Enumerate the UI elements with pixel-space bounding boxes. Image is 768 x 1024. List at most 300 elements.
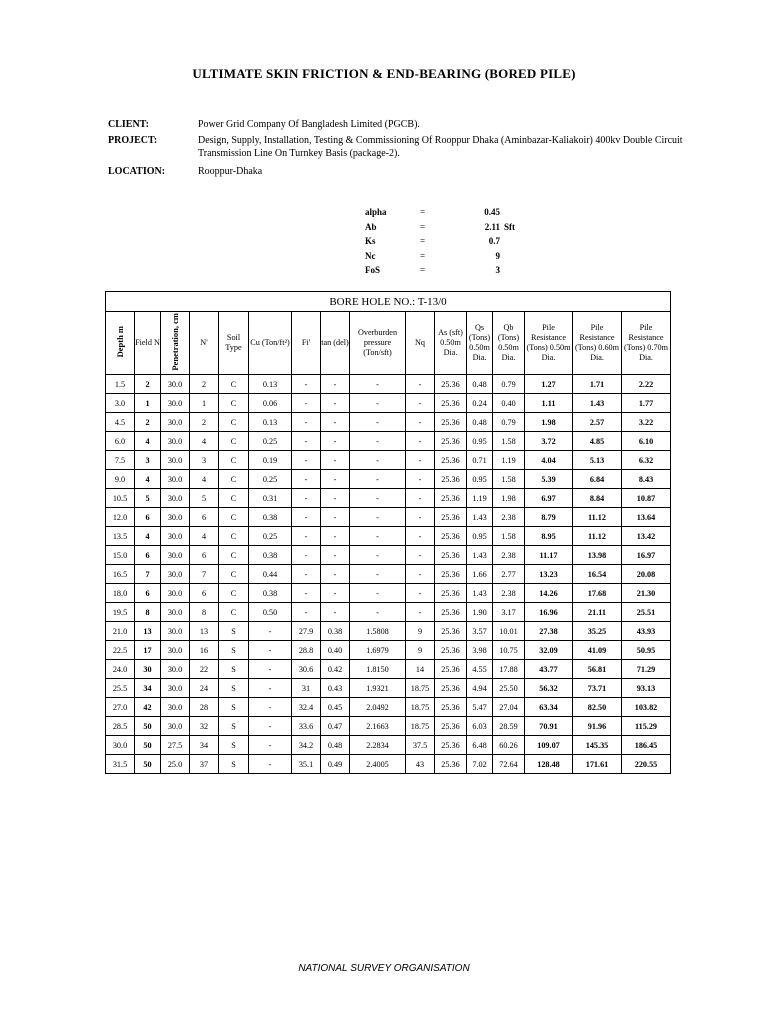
table-cell: - <box>249 660 292 679</box>
table-cell: C <box>219 470 249 489</box>
header-cu: Cu (Ton/ft²) <box>249 312 292 375</box>
header-depth: Depth m <box>106 312 135 375</box>
param-unit: Sft <box>504 221 515 232</box>
table-cell: 33.6 <box>292 717 321 736</box>
table-cell: - <box>406 394 435 413</box>
param-equals: = <box>420 250 426 261</box>
table-cell: 16.96 <box>525 603 573 622</box>
table-cell: - <box>406 508 435 527</box>
table-cell: 5.47 <box>467 698 493 717</box>
table-cell: 0.47 <box>321 717 350 736</box>
table-cell: 43.77 <box>525 660 573 679</box>
table-cell: 56.81 <box>573 660 622 679</box>
table-cell: 2.38 <box>493 546 525 565</box>
table-cell: 25.36 <box>435 413 467 432</box>
table-cell: 8 <box>190 603 219 622</box>
table-row <box>106 375 671 394</box>
table-cell: 7 <box>190 565 219 584</box>
table-cell: 1.58 <box>493 527 525 546</box>
table-row <box>106 394 671 413</box>
table-cell: C <box>219 546 249 565</box>
table-cell: 30.0 <box>161 527 190 546</box>
table-cell: 0.48 <box>321 736 350 755</box>
table-cell: 0.40 <box>493 394 525 413</box>
table-cell: 2.4005 <box>350 755 406 774</box>
table-cell: 3.22 <box>622 413 671 432</box>
table-cell: 6 <box>135 584 161 603</box>
table-cell: 2 <box>135 413 161 432</box>
table-cell: 3.17 <box>493 603 525 622</box>
table-cell: 56.32 <box>525 679 573 698</box>
param-ab <box>365 220 534 235</box>
table-row <box>106 717 671 736</box>
table-cell: C <box>219 603 249 622</box>
client-row <box>108 118 688 132</box>
param-name: FoS <box>365 265 381 276</box>
table-cell: 6 <box>190 546 219 565</box>
table-cell: 2.38 <box>493 508 525 527</box>
table-cell: 0.38 <box>249 508 292 527</box>
table-cell: 28.8 <box>292 641 321 660</box>
table-cell: 18.75 <box>406 717 435 736</box>
table-cell: - <box>321 489 350 508</box>
table-cell: 6.0 <box>106 432 135 451</box>
table-cell: 35.25 <box>573 622 622 641</box>
table-cell: 115.29 <box>622 717 671 736</box>
table-cell: 41.09 <box>573 641 622 660</box>
table-cell: 27.38 <box>525 622 573 641</box>
table-cell: S <box>219 698 249 717</box>
table-row <box>106 641 671 660</box>
table-row <box>106 736 671 755</box>
table-cell: 2 <box>135 375 161 394</box>
table-cell: - <box>292 394 321 413</box>
table-cell: 21.30 <box>622 584 671 603</box>
table-cell: 25.36 <box>435 679 467 698</box>
table-cell: - <box>350 489 406 508</box>
table-cell: 17 <box>135 641 161 660</box>
table-cell: 1.58 <box>493 432 525 451</box>
table-cell: 0.25 <box>249 470 292 489</box>
table-cell: 25.36 <box>435 432 467 451</box>
table-cell: 0.48 <box>467 375 493 394</box>
table-cell: - <box>350 432 406 451</box>
table-cell: C <box>219 527 249 546</box>
table-cell: 8.79 <box>525 508 573 527</box>
table-cell: 4.55 <box>467 660 493 679</box>
table-cell: S <box>219 622 249 641</box>
table-cell: 11.12 <box>573 527 622 546</box>
table-cell: 0.38 <box>321 622 350 641</box>
table-cell: 30.0 <box>161 394 190 413</box>
header-qs: Qs (Tons) 0.50m Dia. <box>467 312 493 375</box>
table-cell: 13.5 <box>106 527 135 546</box>
table-cell: 30.0 <box>161 698 190 717</box>
table-cell: - <box>292 508 321 527</box>
table-cell: - <box>406 432 435 451</box>
table-row <box>106 432 671 451</box>
table-cell: 30.0 <box>161 508 190 527</box>
table-cell: 25.36 <box>435 565 467 584</box>
table-cell: 71.29 <box>622 660 671 679</box>
table-row <box>106 451 671 470</box>
param-nc <box>365 249 534 264</box>
table-cell: 9 <box>406 641 435 660</box>
table-cell: 70.91 <box>525 717 573 736</box>
table-cell: 8.43 <box>622 470 671 489</box>
table-cell: 30.0 <box>161 641 190 660</box>
table-cell: 4 <box>135 432 161 451</box>
header-overburden: Overburden pressure (Ton/sft) <box>350 312 406 375</box>
param-equals: = <box>420 221 426 232</box>
table-cell: - <box>350 584 406 603</box>
bore-hole-title: BORE HOLE NO.: T-13/0 <box>106 292 671 312</box>
table-cell: 20.08 <box>622 565 671 584</box>
table-cell: 1.58 <box>493 470 525 489</box>
table-cell: 6.84 <box>573 470 622 489</box>
table-cell: 43 <box>406 755 435 774</box>
table-cell: 13 <box>190 622 219 641</box>
table-cell: 50 <box>135 755 161 774</box>
table-cell: 19.5 <box>106 603 135 622</box>
table-cell: 30.0 <box>161 717 190 736</box>
table-cell: 0.31 <box>249 489 292 508</box>
table-cell: 0.38 <box>249 546 292 565</box>
table-cell: - <box>292 565 321 584</box>
table-cell: 72.64 <box>493 755 525 774</box>
table-cell: - <box>249 698 292 717</box>
table-cell: 31 <box>292 679 321 698</box>
table-cell: 1.66 <box>467 565 493 584</box>
table-cell: - <box>321 546 350 565</box>
param-equals: = <box>420 265 426 276</box>
table-cell: - <box>249 679 292 698</box>
table-cell: - <box>321 508 350 527</box>
table-cell: 18.75 <box>406 698 435 717</box>
table-cell: - <box>321 432 350 451</box>
table-cell: 25.5 <box>106 679 135 698</box>
table-cell: 73.71 <box>573 679 622 698</box>
table-cell: 30.0 <box>161 565 190 584</box>
table-cell: 0.95 <box>467 470 493 489</box>
table-cell: 50.95 <box>622 641 671 660</box>
table-cell: 7 <box>135 565 161 584</box>
table-cell: 22.5 <box>106 641 135 660</box>
project-label: PROJECT: <box>108 134 158 146</box>
bore-hole-table <box>105 291 671 774</box>
table-cell: 2.0492 <box>350 698 406 717</box>
table-cell: 10.87 <box>622 489 671 508</box>
table-cell: 25.36 <box>435 527 467 546</box>
table-cell: 25.36 <box>435 584 467 603</box>
table-cell: 128.48 <box>525 755 573 774</box>
table-row <box>106 622 671 641</box>
table-cell: 27.9 <box>292 622 321 641</box>
table-cell: - <box>321 375 350 394</box>
header-pile-060: Pile Resistance (Tons) 0.60m Dia. <box>573 312 622 375</box>
table-cell: - <box>350 470 406 489</box>
table-cell: - <box>321 565 350 584</box>
table-cell: - <box>292 489 321 508</box>
table-cell: 8 <box>135 603 161 622</box>
table-cell: 10.01 <box>493 622 525 641</box>
table-cell: C <box>219 489 249 508</box>
table-cell: 32 <box>190 717 219 736</box>
table-cell: 28 <box>190 698 219 717</box>
project-value: Design, Supply, Installation, Testing & Commissioning Of Rooppur Dhaka (Aminbazar-Kaliakoir) 400kv Double Circuit Transmission Line On Turnkey Basis (package-2). <box>198 134 683 159</box>
table-cell: 43.93 <box>622 622 671 641</box>
table-cell: - <box>406 565 435 584</box>
header-field-n: Field N <box>135 312 161 375</box>
table-cell: - <box>321 584 350 603</box>
table-cell: 30.0 <box>161 660 190 679</box>
table-cell: 21.0 <box>106 622 135 641</box>
table-cell: 25.50 <box>493 679 525 698</box>
table-cell: 3 <box>190 451 219 470</box>
table-cell: 1.98 <box>493 489 525 508</box>
table-cell: 25.36 <box>435 641 467 660</box>
table-cell: 9 <box>406 622 435 641</box>
table-cell: 28.5 <box>106 717 135 736</box>
table-cell: 34 <box>135 679 161 698</box>
table-cell: 0.71 <box>467 451 493 470</box>
table-cell: 2 <box>190 375 219 394</box>
header-n-prime: N' <box>190 312 219 375</box>
table-cell: - <box>292 432 321 451</box>
table-cell: - <box>406 546 435 565</box>
table-cell: 14.26 <box>525 584 573 603</box>
table-cell: 4 <box>190 470 219 489</box>
table-cell: - <box>249 641 292 660</box>
header-penetration: Penetration, cm <box>161 312 190 375</box>
table-cell: 16.5 <box>106 565 135 584</box>
table-cell: C <box>219 584 249 603</box>
table-row <box>106 470 671 489</box>
param-name: Ks <box>365 236 376 247</box>
table-cell: 13.64 <box>622 508 671 527</box>
table-cell: 6 <box>135 546 161 565</box>
table-cell: S <box>219 660 249 679</box>
table-cell: 0.43 <box>321 679 350 698</box>
header-tan: tan (del) <box>321 312 350 375</box>
param-ks <box>365 234 534 249</box>
table-row <box>106 679 671 698</box>
table-cell: 6 <box>135 508 161 527</box>
table-cell: 25.36 <box>435 717 467 736</box>
table-cell: 2.57 <box>573 413 622 432</box>
table-cell: 4.85 <box>573 432 622 451</box>
table-cell: 2.22 <box>622 375 671 394</box>
table-cell: C <box>219 375 249 394</box>
table-cell: C <box>219 451 249 470</box>
location-value: Rooppur-Dhaka <box>198 165 263 177</box>
table-cell: 2 <box>190 413 219 432</box>
location-label: LOCATION: <box>108 165 166 177</box>
table-cell: 1.43 <box>467 584 493 603</box>
table-cell: - <box>321 470 350 489</box>
table-cell: C <box>219 432 249 451</box>
header-qb: Qb (Tons) 0.50m Dia. <box>493 312 525 375</box>
param-value: 0.45 <box>484 207 500 218</box>
param-name: Nc <box>365 250 376 261</box>
table-cell: 25.0 <box>161 755 190 774</box>
table-cell: 25.36 <box>435 660 467 679</box>
table-cell: - <box>350 508 406 527</box>
table-cell: 13.23 <box>525 565 573 584</box>
table-cell: 30.0 <box>161 679 190 698</box>
table-row <box>106 660 671 679</box>
table-cell: 30.0 <box>106 736 135 755</box>
param-value: 2.11 <box>484 221 500 232</box>
header-nq: Nq <box>406 312 435 375</box>
table-cell: 13.98 <box>573 546 622 565</box>
table-cell: - <box>350 603 406 622</box>
client-value: Power Grid Company Of Bangladesh Limited (PGCB). <box>198 119 420 130</box>
param-equals: = <box>420 236 426 247</box>
table-row <box>106 565 671 584</box>
table-cell: 63.34 <box>525 698 573 717</box>
table-cell: - <box>406 584 435 603</box>
table-cell: 30.0 <box>161 584 190 603</box>
table-cell: 25.36 <box>435 394 467 413</box>
table-cell: 91.96 <box>573 717 622 736</box>
table-cell: 6.97 <box>525 489 573 508</box>
table-row <box>106 584 671 603</box>
project-row <box>108 134 688 161</box>
table-cell: 0.25 <box>249 432 292 451</box>
table-cell: - <box>350 375 406 394</box>
table-cell: 42 <box>135 698 161 717</box>
table-cell: 0.44 <box>249 565 292 584</box>
table-row <box>106 489 671 508</box>
table-cell: 171.61 <box>573 755 622 774</box>
table-cell: 5.13 <box>573 451 622 470</box>
table-cell: 4 <box>190 432 219 451</box>
table-cell: 1.5808 <box>350 622 406 641</box>
table-cell: 8.95 <box>525 527 573 546</box>
table-cell: 27.0 <box>106 698 135 717</box>
table-cell: 1.43 <box>467 546 493 565</box>
table-cell: - <box>292 603 321 622</box>
table-cell: 18.75 <box>406 679 435 698</box>
table-cell: 3.98 <box>467 641 493 660</box>
table-cell: 1.19 <box>493 451 525 470</box>
table-cell: 30.0 <box>161 546 190 565</box>
table-cell: - <box>249 717 292 736</box>
table-cell: 3.72 <box>525 432 573 451</box>
table-cell: 4 <box>190 527 219 546</box>
table-cell: 31.5 <box>106 755 135 774</box>
table-cell: 4 <box>135 527 161 546</box>
table-cell: - <box>292 451 321 470</box>
table-cell: 27.5 <box>161 736 190 755</box>
table-cell: 30.0 <box>161 603 190 622</box>
table-cell: - <box>406 603 435 622</box>
table-cell: 13.42 <box>622 527 671 546</box>
table-cell: C <box>219 565 249 584</box>
table-cell: 25.36 <box>435 603 467 622</box>
table-cell: 0.40 <box>321 641 350 660</box>
param-value: 3 <box>495 265 500 276</box>
table-cell: - <box>292 584 321 603</box>
table-cell: 30.0 <box>161 432 190 451</box>
table-cell: 0.13 <box>249 413 292 432</box>
table-cell: 0.79 <box>493 375 525 394</box>
table-cell: 60.26 <box>493 736 525 755</box>
table-cell: - <box>292 413 321 432</box>
table-cell: - <box>321 394 350 413</box>
table-cell: S <box>219 717 249 736</box>
table-cell: 17.68 <box>573 584 622 603</box>
table-cell: 0.13 <box>249 375 292 394</box>
table-cell: 35.1 <box>292 755 321 774</box>
table-cell: 0.38 <box>249 584 292 603</box>
table-cell: - <box>292 375 321 394</box>
table-cell: - <box>321 527 350 546</box>
table-cell: 25.36 <box>435 451 467 470</box>
table-cell: 28.59 <box>493 717 525 736</box>
table-cell: 1.90 <box>467 603 493 622</box>
page-title: ULTIMATE SKIN FRICTION & END-BEARING (BORED PILE) <box>192 66 576 81</box>
table-cell: - <box>249 736 292 755</box>
table-cell: 0.79 <box>493 413 525 432</box>
table-cell: 22 <box>190 660 219 679</box>
table-cell: 5 <box>135 489 161 508</box>
table-cell: 10.5 <box>106 489 135 508</box>
table-cell: 0.42 <box>321 660 350 679</box>
param-alpha <box>365 205 534 220</box>
table-cell: 145.35 <box>573 736 622 755</box>
table-cell: - <box>321 603 350 622</box>
table-cell: C <box>219 413 249 432</box>
table-cell: 32.09 <box>525 641 573 660</box>
table-cell: 4.04 <box>525 451 573 470</box>
table-cell: - <box>350 527 406 546</box>
table-cell: - <box>321 451 350 470</box>
table-cell: 34.2 <box>292 736 321 755</box>
table-cell: - <box>321 413 350 432</box>
table-cell: 25.36 <box>435 698 467 717</box>
table-cell: - <box>292 546 321 565</box>
table-cell: - <box>350 413 406 432</box>
table-cell: 2.2834 <box>350 736 406 755</box>
client-label: CLIENT: <box>108 119 149 130</box>
table-cell: 14 <box>406 660 435 679</box>
table-cell: 0.19 <box>249 451 292 470</box>
table-row <box>106 755 671 774</box>
header-pile-070: Pile Resistance (Tons) 0.70m Dia. <box>622 312 671 375</box>
table-cell: 6 <box>190 584 219 603</box>
table-cell: 109.07 <box>525 736 573 755</box>
table-cell: 4.5 <box>106 413 135 432</box>
table-cell: 25.36 <box>435 470 467 489</box>
table-cell: 4.94 <box>467 679 493 698</box>
table-cell: 30.0 <box>161 489 190 508</box>
table-row <box>106 603 671 622</box>
table-cell: 1.5 <box>106 375 135 394</box>
table-cell: 25.36 <box>435 622 467 641</box>
table-cell: 7.02 <box>467 755 493 774</box>
table-cell: 17.88 <box>493 660 525 679</box>
table-cell: 21.11 <box>573 603 622 622</box>
table-cell: 1 <box>135 394 161 413</box>
table-cell: - <box>249 622 292 641</box>
table-cell: C <box>219 394 249 413</box>
table-cell: 32.4 <box>292 698 321 717</box>
table-cell: 1.98 <box>525 413 573 432</box>
table-cell: 11.17 <box>525 546 573 565</box>
table-cell: 1.6979 <box>350 641 406 660</box>
